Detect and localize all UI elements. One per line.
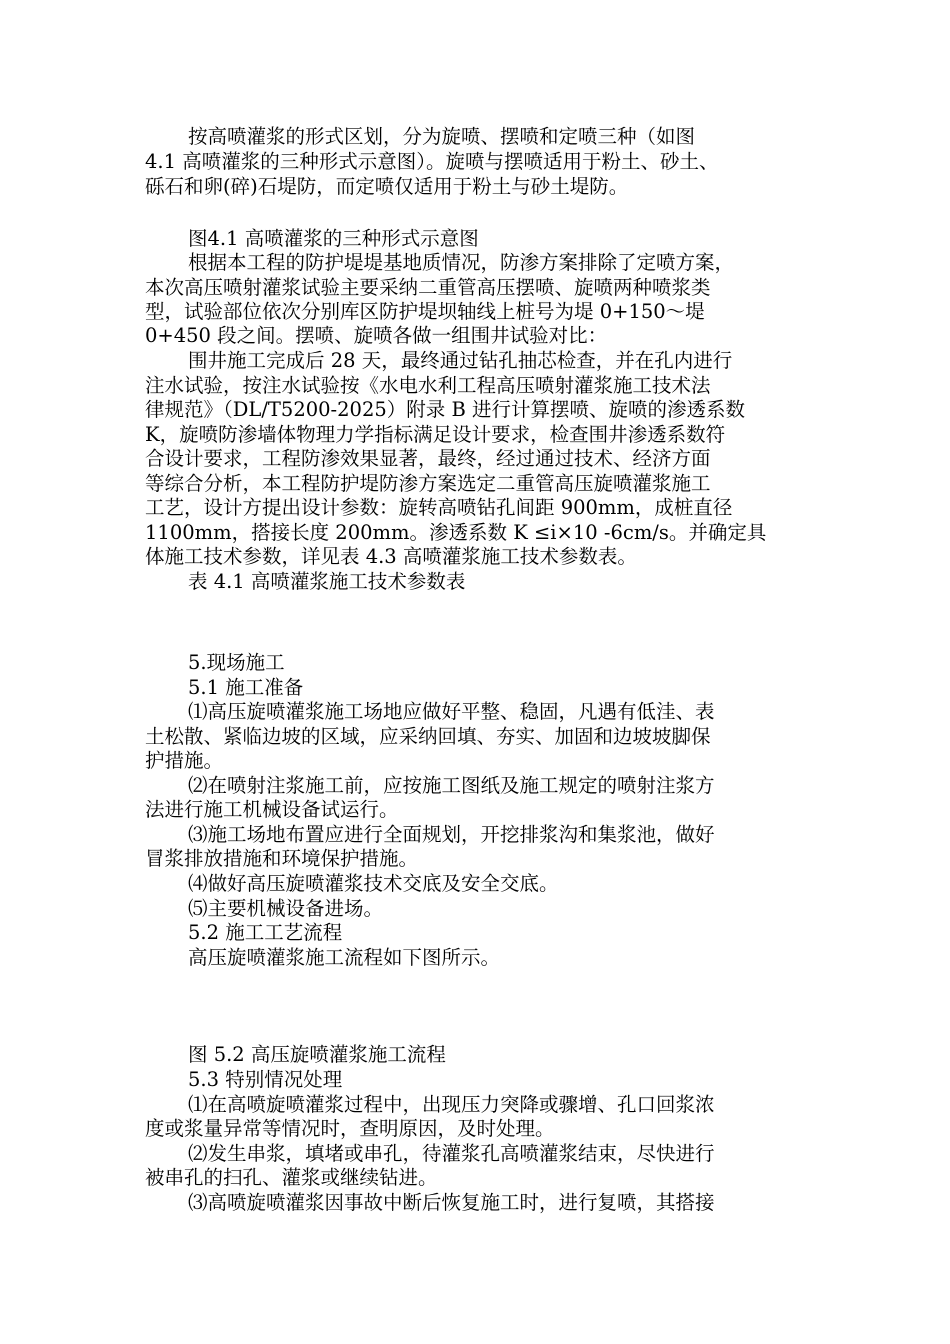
list-item: ⑴高压旋喷灌浆施工场地应做好平整、稳固，凡遇有低洼、表	[188, 700, 715, 723]
list-item: ⑴在高喷旋喷灌浆过程中，出现压力突降或骤增、孔口回浆浓	[188, 1093, 715, 1116]
table-caption: 表 4.1 高喷灌浆施工技术参数表	[188, 570, 466, 593]
figure-caption: 图 5.2 高压旋喷灌浆施工流程	[188, 1043, 446, 1066]
paragraph-line: 0+450 段之间。摆喷、旋喷各做一组围井试验对比：	[145, 324, 608, 347]
paragraph-line: 合设计要求，工程防渗效果显著，最终，经过通过技术、经济方面	[145, 447, 711, 470]
paragraph-line: 律规范》（DL/T5200-2025）附录 B 进行计算摆喷、旋喷的渗透系数	[145, 398, 745, 421]
paragraph-line: 砾石和卵(碎)石堤防，而定喷仅适用于粉土与砂土堤防。	[145, 175, 629, 198]
list-item: ⑶施工场地布置应进行全面规划，开挖排浆沟和集浆池，做好	[188, 823, 715, 846]
list-item: ⑶高喷旋喷灌浆因事故中断后恢复施工时，进行复喷，其搭接	[188, 1191, 715, 1214]
list-item: ⑸主要机械设备进场。	[188, 897, 384, 920]
list-item-continuation: 护措施。	[145, 749, 224, 772]
paragraph-line: 1100mm，搭接长度 200mm。渗透系数 K ≤i×10 -6cm/s。并确定具	[145, 521, 767, 544]
list-item-continuation: 度或浆量异常等情况时，查明原因，及时处理。	[145, 1117, 555, 1140]
list-item-continuation: 被串孔的扫孔、灌浆或继续钻进。	[145, 1166, 438, 1189]
figure-caption: 图4.1 高喷灌浆的三种形式示意图	[188, 227, 479, 250]
list-item: ⑷做好高压旋喷灌浆技术交底及安全交底。	[188, 872, 559, 895]
paragraph-line: 等综合分析，本工程防护堤防渗方案选定二重管高压旋喷灌浆施工	[145, 472, 711, 495]
paragraph-line: 按高喷灌浆的形式区划，分为旋喷、摆喷和定喷三种（如图	[188, 125, 696, 148]
list-item-continuation: 冒浆排放措施和环境保护措施。	[145, 847, 419, 870]
list-item: ⑵发生串浆，填堵或串孔，待灌浆孔高喷灌浆结束，尽快进行	[188, 1142, 715, 1165]
paragraph-line: 体施工技术参数，详见表 4.3 高喷灌浆施工技术参数表。	[145, 545, 637, 568]
subsection-heading: 5.2 施工工艺流程	[188, 921, 343, 944]
paragraph-line: 围井施工完成后 28 天，最终通过钻孔抽芯检查，并在孔内进行	[188, 349, 733, 372]
section-heading: 5.现场施工	[188, 651, 285, 674]
subsection-heading: 5.1 施工准备	[188, 676, 304, 699]
paragraph-line: 工艺，设计方提出设计参数：旋转高喷钻孔间距 900mm，成桩直径	[145, 496, 733, 519]
subsection-heading: 5.3 特别情况处理	[188, 1068, 343, 1091]
list-item-continuation: 法进行施工机械设备试运行。	[145, 798, 399, 821]
paragraph-line: 4.1 高喷灌浆的三种形式示意图）。旋喷与摆喷适用于粉土、砂土、	[145, 150, 719, 173]
list-item: ⑵在喷射注浆施工前，应按施工图纸及施工规定的喷射注浆方	[188, 774, 715, 797]
paragraph-line: K，旋喷防渗墙体物理力学指标满足设计要求，检查围井渗透系数符	[145, 423, 726, 446]
list-item-continuation: 土松散、紧临边坡的区域，应采纳回填、夯实、加固和边坡坡脚保	[145, 725, 711, 748]
paragraph-line: 高压旋喷灌浆施工流程如下图所示。	[188, 946, 501, 969]
paragraph-line: 本次高压喷射灌浆试验主要采纳二重管高压摆喷、旋喷两种喷浆类	[145, 276, 711, 299]
paragraph-line: 注水试验，按注水试验按《水电水利工程高压喷射灌浆施工技术法	[145, 374, 711, 397]
paragraph-line: 型，试验部位依次分别库区防护堤坝轴线上桩号为堤 0+150～堤	[145, 300, 705, 323]
paragraph-line: 根据本工程的防护堤堤基地质情况，防渗方案排除了定喷方案，	[188, 251, 735, 274]
